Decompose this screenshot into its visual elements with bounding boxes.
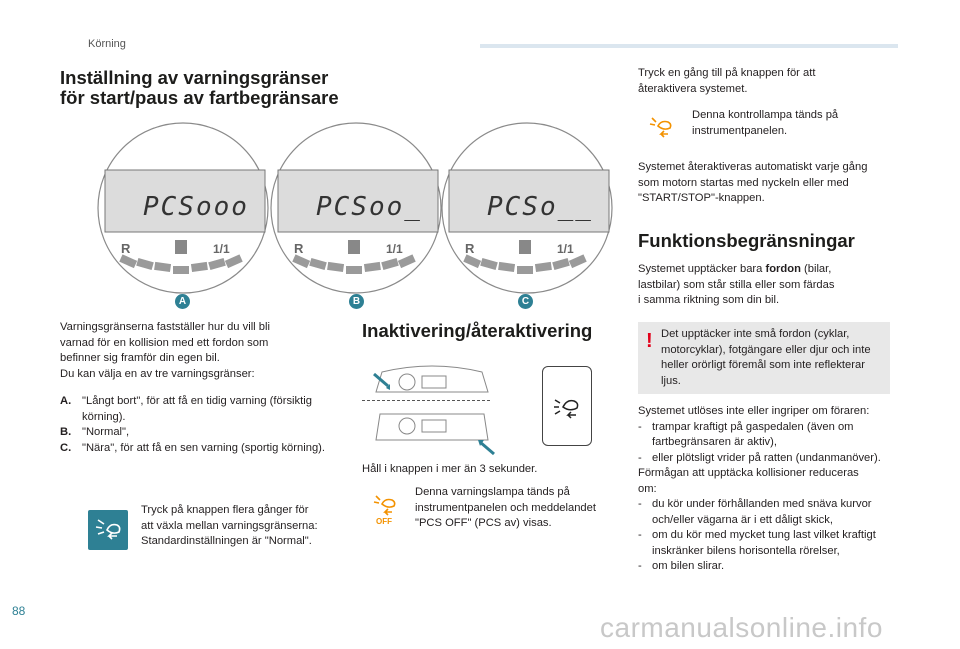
gauge-bar-segment bbox=[517, 266, 533, 274]
gauge-c bbox=[442, 123, 612, 293]
gauge-a bbox=[98, 123, 268, 293]
gauge-bar-segment bbox=[569, 254, 587, 268]
press-once-line: Tryck en gång till på knappen för att bbox=[638, 67, 816, 79]
gauge-bar-segment bbox=[398, 254, 416, 268]
dash-item: - om bilen slirar. bbox=[638, 559, 900, 575]
gauge-illustrations bbox=[96, 120, 616, 310]
pcs-button bbox=[542, 366, 592, 446]
title-line-1: Inställning av varningsgränser bbox=[60, 67, 329, 88]
pcs-off-warning-lamp-icon bbox=[366, 488, 406, 528]
gauge-ratio-label: 1/1 bbox=[213, 242, 230, 256]
warning-line: motorcyklar), fotgängare eller djur och inte bbox=[661, 343, 871, 356]
gauge-bar-segment bbox=[119, 254, 137, 268]
gauge-bar-segment bbox=[498, 262, 515, 272]
title-line-2: för start/paus av fartbegränsare bbox=[60, 87, 339, 108]
auto-reactivate-line: Systemet återaktiveras automatiskt varje gång bbox=[638, 161, 868, 173]
detects-text bbox=[638, 262, 900, 309]
gauge-bar-segment bbox=[191, 262, 208, 272]
gauge-fuel-icon bbox=[175, 240, 187, 254]
hold-instruction: Håll i knappen i mer än 3 sekunder. bbox=[362, 463, 538, 475]
gauge-b bbox=[271, 123, 441, 293]
dash-item: - om du kör med mycket tung last vilket kraftigt inskränker bilens horisontella rörelser, bbox=[638, 528, 900, 559]
dashboard-illustration bbox=[362, 362, 502, 458]
dash-item: - trampar kraftigt på gaspedalen (även om fartbegränsaren är aktiv), bbox=[638, 420, 900, 451]
intro-paragraph bbox=[60, 320, 330, 382]
gauge-bar-segment bbox=[173, 266, 189, 274]
auto-reactivate-line: "START/STOP"-knappen. bbox=[638, 192, 765, 204]
detects-line bbox=[638, 262, 900, 278]
intro-line: befinner sig framför din egen bil. bbox=[60, 352, 220, 364]
option-key: C. bbox=[60, 441, 72, 454]
gauge-bar-segment bbox=[535, 262, 552, 272]
button-note-line: att växla mellan varningsgränserna: bbox=[141, 519, 318, 532]
page-number: 88 bbox=[12, 604, 26, 618]
warning-line: heller orörligt föremål som inte reflekterar bbox=[661, 359, 865, 371]
gauge-bar-segment bbox=[225, 254, 243, 268]
dash-item-text: du kör under förhållanden med snäva kurvor och/eller vägarna är i ett dåligt skick, bbox=[652, 498, 872, 526]
dash-item-text: trampar kraftigt på gaspedalen (även om fartbegränsaren är aktiv), bbox=[652, 420, 854, 448]
gauge-bar-segment bbox=[364, 262, 381, 272]
lamp-text bbox=[415, 485, 615, 532]
gauge-bar-segment bbox=[381, 258, 399, 270]
auto-reactivate-text bbox=[638, 160, 900, 207]
dash-item: - du kör under förhållanden med snäva kurvor och/eller vägarna är i ett dåligt skick, bbox=[638, 497, 900, 528]
gauge-letter-a: A bbox=[175, 294, 190, 309]
gauge-letter-b: B bbox=[349, 294, 364, 309]
auto-reactivate-line: som motorn startas med nyckeln eller med bbox=[638, 176, 849, 189]
detects-line: i samma riktning som din bil. bbox=[638, 294, 780, 306]
lamp-off-label: OFF bbox=[376, 517, 392, 526]
gauge-ratio-label: 1/1 bbox=[386, 242, 403, 256]
warning-text bbox=[661, 327, 891, 389]
gauge-ratio-label: 1/1 bbox=[557, 242, 574, 256]
gauge-fuel-icon bbox=[348, 240, 360, 254]
header-bar bbox=[480, 44, 898, 48]
option-key: A. bbox=[60, 395, 72, 407]
gauge-reverse-label: R bbox=[294, 241, 304, 256]
control-lamp-line: instrumentpanelen. bbox=[692, 124, 788, 137]
gauge-bar-segment bbox=[208, 258, 226, 270]
option-b bbox=[60, 425, 330, 441]
gauge-bar-segment bbox=[292, 254, 310, 268]
watermark: carmanualsonline.info bbox=[600, 612, 883, 643]
dash-item-text: om bilen slirar. bbox=[652, 560, 725, 572]
pcs-button-icon bbox=[88, 510, 128, 550]
gauge-display-text: PCSoo_ bbox=[316, 192, 422, 222]
dash-item: - eller plötsligt vrider på ratten (undanmanöver). bbox=[638, 451, 900, 467]
options-list bbox=[60, 394, 330, 456]
button-note bbox=[141, 503, 341, 550]
not-triggered-text: Systemet utlöses inte eller ingriper om föraren: bbox=[638, 405, 870, 417]
dashed-divider bbox=[362, 400, 490, 401]
option-c bbox=[60, 441, 330, 457]
warning-mark-icon: ! bbox=[646, 330, 653, 352]
gauge-bar-segment bbox=[327, 262, 344, 272]
reduced-line: Förmågan att upptäcka kollisioner reduceras bbox=[638, 467, 859, 479]
gauge-reverse-label: R bbox=[465, 241, 475, 256]
gauge-letter-c: C bbox=[518, 294, 533, 309]
intro-line: varnad för en kollision med ett fordon som bbox=[60, 336, 269, 349]
detects-line: lastbilar) som står stilla eller som färdas bbox=[638, 278, 835, 291]
dash-item-text: eller plötsligt vrider på ratten (undanmanöver). bbox=[652, 451, 881, 464]
gauge-bar-segment bbox=[309, 258, 327, 270]
gauge-reverse-label: R bbox=[121, 241, 131, 256]
option-text: "Normal", bbox=[82, 426, 130, 438]
gauge-fuel-icon bbox=[519, 240, 531, 254]
conditions-block bbox=[638, 404, 900, 575]
gauge-bar-segment bbox=[346, 266, 362, 274]
warning-line: ljus. bbox=[661, 374, 681, 387]
gauge-bar-segment bbox=[154, 262, 171, 272]
press-once-line: återaktivera systemet. bbox=[638, 82, 748, 95]
option-text: "Nära", för att få en sen varning (sportig körning). bbox=[82, 441, 325, 454]
lamp-text-line: instrumentpanelen och meddelandet bbox=[415, 501, 596, 514]
lamp-text-line: "PCS OFF" (PCS av) visas. bbox=[415, 517, 552, 529]
control-lamp-text bbox=[692, 108, 892, 139]
deactivation-heading: Inaktivering/återaktivering bbox=[362, 320, 593, 341]
reduced-line: om: bbox=[638, 482, 657, 495]
detects-post: (bilar, bbox=[800, 263, 832, 275]
gauge-display-text: PCSooo bbox=[143, 192, 249, 222]
section-label: Körning bbox=[88, 38, 126, 50]
option-key: B. bbox=[60, 426, 72, 438]
control-lamp-icon bbox=[642, 112, 682, 148]
gauge-display-text: PCSo__ bbox=[487, 192, 593, 222]
detects-bold: fordon bbox=[765, 263, 801, 275]
control-lamp-line: Denna kontrollampa tänds på bbox=[692, 109, 839, 121]
warning-line: Det upptäcker inte små fordon (cyklar, bbox=[661, 328, 850, 340]
button-note-line: Standardinställningen är "Normal". bbox=[141, 535, 312, 547]
gauge-bar-segment bbox=[480, 258, 498, 270]
page-title bbox=[60, 68, 339, 108]
intro-line: Varningsgränserna fastställer hur du vill bli bbox=[60, 321, 270, 333]
detects-pre: Systemet upptäcker bara bbox=[638, 263, 766, 275]
lamp-text-line: Denna varningslampa tänds på bbox=[415, 486, 570, 498]
option-text: "Långt bort", för att få en tidig varning (försiktig körning). bbox=[82, 395, 312, 423]
dash-item-text: om du kör med mycket tung last vilket kraftigt inskränker bilens horisontella rörelser, bbox=[652, 529, 876, 557]
limitations-heading: Funktionsbegränsningar bbox=[638, 230, 855, 251]
press-once-text bbox=[638, 66, 898, 97]
gauge-bar-segment bbox=[552, 258, 570, 270]
gauge-bar-segment bbox=[463, 254, 481, 268]
gauge-bar-segment bbox=[136, 258, 154, 270]
option-a bbox=[60, 394, 330, 425]
intro-line: Du kan välja en av tre varningsgränser: bbox=[60, 367, 255, 380]
button-note-line: Tryck på knappen flera gånger för bbox=[141, 504, 309, 516]
